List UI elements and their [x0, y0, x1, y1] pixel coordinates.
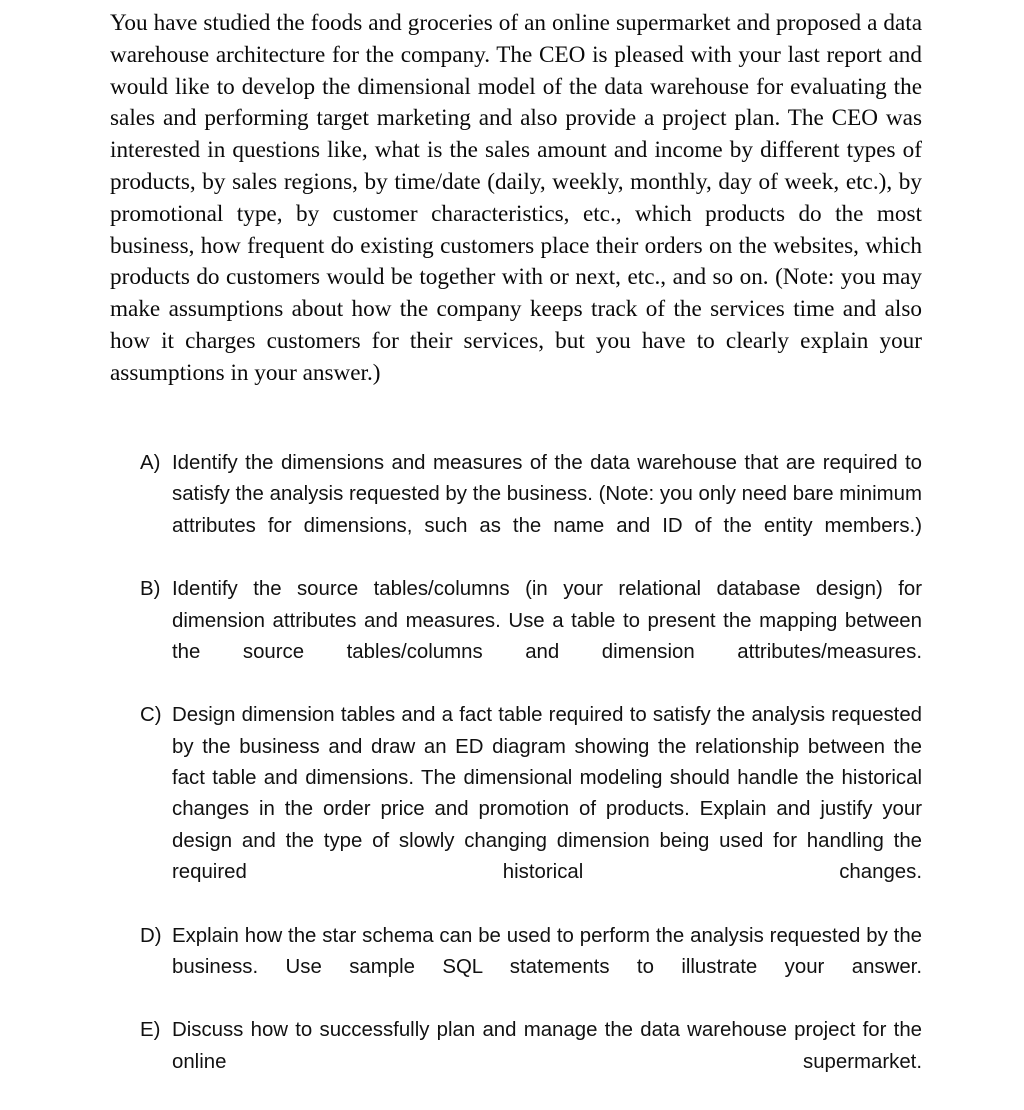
question-item-a	[140, 448, 922, 574]
question-item-e	[140, 1015, 922, 1109]
question-marker-a: A)	[140, 452, 161, 474]
question-marker-e: E)	[140, 1019, 161, 1042]
question-text-a: Identify the dimensions and measures of the data warehouse that are required to satisfy the analysis requested by the business. (Note: you only need bare minimum attributes for dimensions, such as the name and ID of the entity members.)	[172, 452, 922, 537]
intro-paragraph-block	[110, 8, 922, 390]
question-marker-d: D)	[140, 924, 162, 947]
question-marker-c: C)	[140, 704, 162, 727]
question-text-d: Explain how the star schema can be used to perform the analysis requested by the business. Use sample SQL statements to illustrate your answer.	[172, 924, 922, 978]
question-item-b	[140, 574, 922, 700]
intro-paragraph-text: You have studied the foods and groceries of an online supermarket and proposed a data warehouse architecture for the company. The CEO is pleased with your last report and would like to develop the dimensional model of the data warehouse for evaluating the sales and performing target marketing and also provide a project plan. The CEO was interested in questions like, what is the sales amount and income by different types of products, by sales regions, by time/date (daily, weekly, monthly, day of week, etc.), by promotional type, by customer characteristics, etc., which products do the most business, how frequent do existing customers place their orders on the websites, which products do customers would be together with or next, etc., and so on. (Note: you may make assumptions about how the company keeps track of the services time and also how it charges customers for their services, but you have to clearly explain your assumptions in your answer.)	[110, 10, 922, 386]
question-text-c: Design dimension tables and a fact table required to satisfy the analysis requested by the business and draw an ED diagram showing the relationship between the fact table and dimensions. The dimensional modeling should handle the historical changes in the order price and promotion of products. Explain and justify your design and the type of slowly changing dimension being used for handling the required historical changes.	[172, 704, 922, 884]
question-text-e: Discuss how to successfully plan and manage the data warehouse project for the online supermarket.	[172, 1019, 922, 1073]
question-list	[140, 448, 922, 1110]
question-item-c	[140, 700, 922, 920]
question-text-b: Identify the source tables/columns (in your relational database design) for dimension attributes and measures. Use a table to present the mapping between the source tables/columns and dimension attributes/measures.	[172, 578, 922, 663]
question-item-d	[140, 921, 922, 1015]
question-marker-b: B)	[140, 578, 161, 601]
